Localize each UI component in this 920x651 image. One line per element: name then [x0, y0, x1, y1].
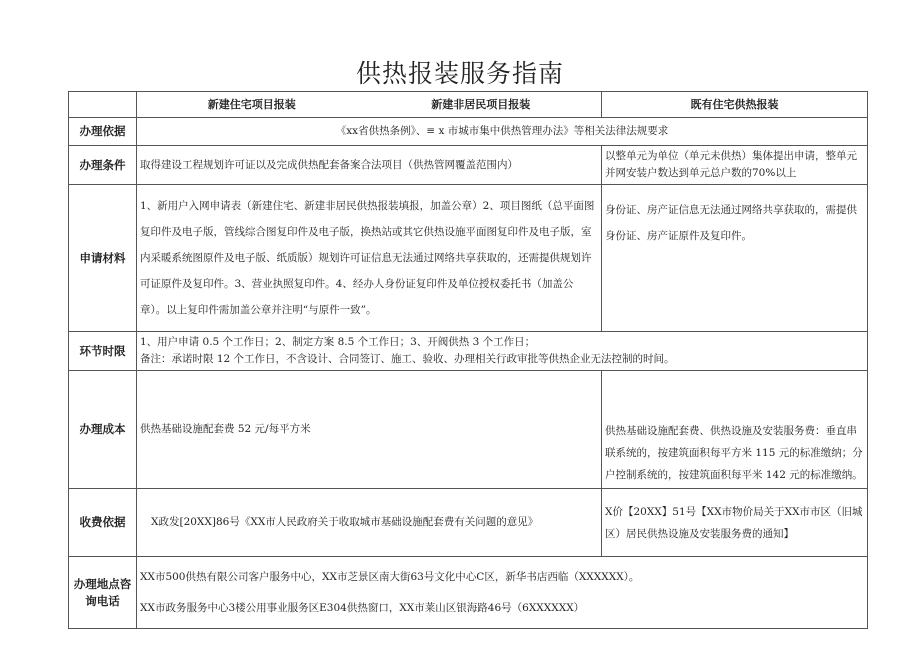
row-cost	[69, 371, 868, 489]
row-materials	[69, 185, 868, 332]
row-label-address: 办理地点咨询电话	[69, 557, 137, 629]
row-label-materials: 申请材料	[69, 185, 137, 332]
header-new-residential: 新建住宅项目报装	[207, 98, 296, 111]
time-line-1: 1、用户申请 0.5 个工作日；2、制定方案 8.5 个工作日；3、开阀供热 3 个工作日；	[140, 336, 536, 348]
time-line-2: 备注：承诺时限 12 个工作日，不含设计、合同签订、施工、验收、办理相关行政审批等供热企业无法控制的时间。	[140, 353, 675, 365]
row-time	[69, 332, 868, 371]
address-text	[137, 557, 868, 629]
cost-new-text: 供热基础设施配套费 52 元/每平方米	[137, 371, 602, 489]
basis-text: 《xx省供热条例》、≡ x 市城市集中供热管理办法》等相关法律法规要求	[137, 118, 868, 146]
header-row	[69, 92, 868, 118]
row-address	[69, 557, 868, 629]
service-guide-table	[68, 91, 868, 629]
row-label-time: 环节时限	[69, 332, 137, 371]
row-label-fee: 收费依据	[69, 489, 137, 557]
address-line-1: XX市500供热有限公司客户服务中心，XX市芝景区南大街63号文化中心C区，新华书店西临（XXXXXX）。	[140, 570, 640, 583]
header-corner-cell	[69, 92, 137, 118]
conditions-new-text: 取得建设工程规划许可证以及完成供热配套备案合法项目（供热管网覆盖范围内）	[137, 146, 602, 185]
page-title: 供热报装服务指南	[355, 59, 564, 88]
row-label-basis: 办理依据	[69, 118, 137, 146]
row-conditions	[69, 146, 868, 185]
time-text	[137, 332, 868, 371]
header-new-projects	[137, 92, 602, 118]
fee-existing-text: X价【20XX】51号【XX市物价局关于XX市市区（旧城区）居民供热设施及安装服务费的通知】	[602, 489, 868, 557]
address-line-2: XX市政务服务中心3楼公用事业服务区E304供热窗口，XX市莱山区银海路46号（6XXXXXX）	[140, 601, 585, 614]
row-fee	[69, 489, 868, 557]
conditions-existing-text: 以整单元为单位（单元未供热）集体提出申请，整单元并网安装户数达到单元总户数的70%以上	[602, 146, 868, 185]
header-new-nonresidential: 新建非居民项目报装	[431, 98, 531, 111]
header-existing-residential: 既有住宅供热报装	[602, 92, 868, 118]
materials-existing-text: 身份证、房产证信息无法通过网络共享获取的，需提供身份证、房产证原件及复印件。	[602, 185, 868, 332]
row-label-conditions: 办理条件	[69, 146, 137, 185]
fee-new-text: X政发[20XX]86号《XX市人民政府关于收取城市基础设施配套费有关问题的意见》	[137, 489, 602, 557]
row-basis	[69, 118, 868, 146]
materials-new-text: 1、新用户入网申请表（新建住宅、新建非居民供热报装填报，加盖公章）2、项目图纸（总平面图复印件及电子版，管线综合图复印件及电子版，换热站或其它供热设施平面图复印件及电子版，室内采暖系统图原件及电子版、纸质版）规划许可证信息无法通过网络共享获取的，还需提供规划许可证原件及复印件。3、营业执照复印件。4、经办人身份证复印件及单位授权委托书（加盖公章）。以上复印件需加盖公章并注明“与原件一致”。	[137, 185, 602, 332]
row-label-cost: 办理成本	[69, 371, 137, 489]
cost-existing-text: 供热基础设施配套费、供热设施及安装服务费：垂直串联系统的，按建筑面积每平方米 115 元的标准缴纳；分户控制系统的，按建筑面积每平米 142 元的标准缴纳。	[602, 371, 868, 489]
